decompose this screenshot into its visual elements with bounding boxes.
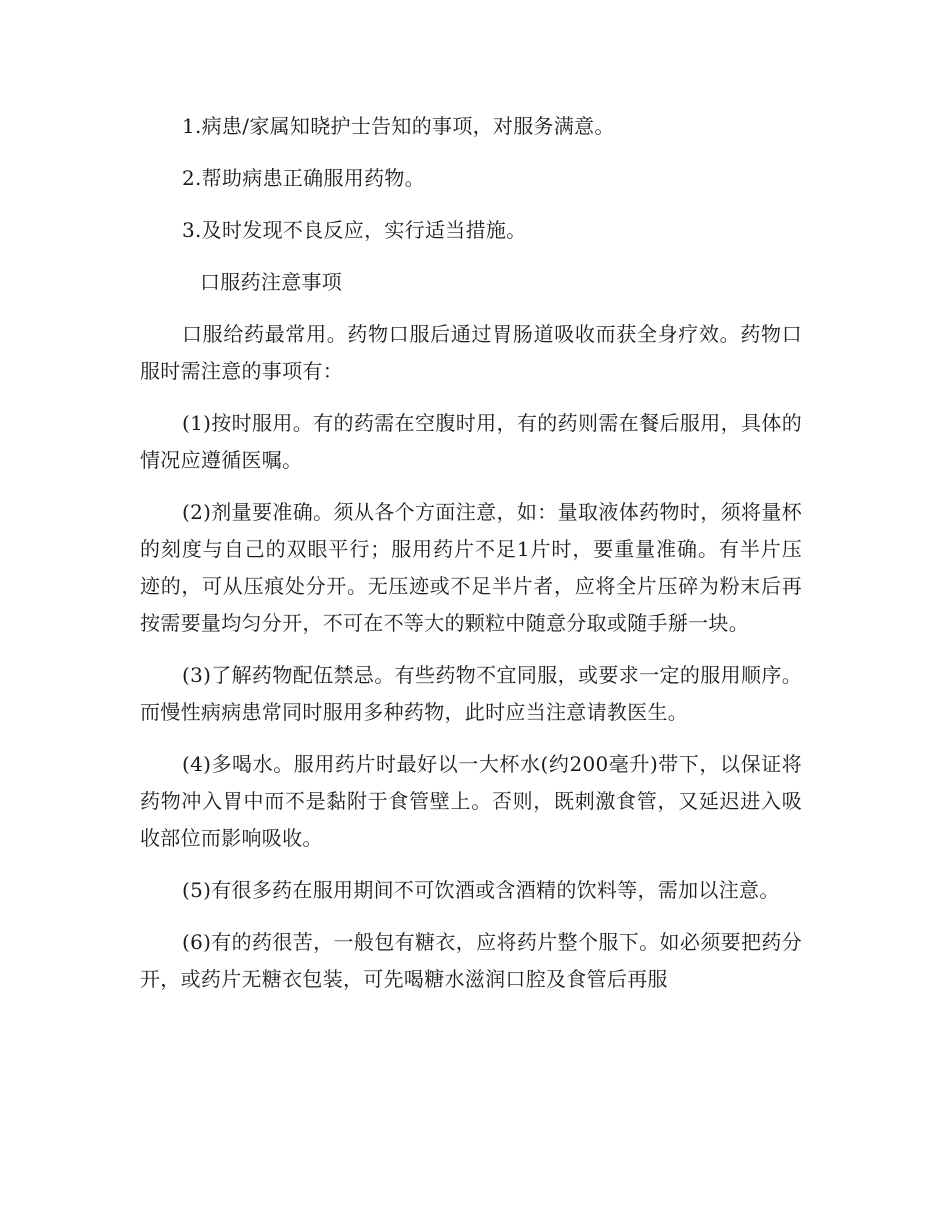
- outcome-item-1: 1.病患/家属知晓护士告知的事项，对服务满意。: [182, 114, 615, 138]
- outcome-item-2: 2.帮助病患正确服用药物。: [182, 166, 425, 190]
- note-item-3: (3)了解药物配伍禁忌。有些药物不宜同服，或要求一定的服用顺序。而慢性病病患常同时服用多种药物，此时应当注意请教医生。: [140, 663, 802, 724]
- note-item-5: (5)有很多药在服用期间不可饮酒或含酒精的饮料等，需加以注意。: [182, 878, 780, 902]
- intro-paragraph: 口服给药最常用。药物口服后通过胃肠道吸收而获全身疗效。药物口服时需注意的事项有：: [140, 322, 802, 383]
- note-item-4: (4)多喝水。服用药片时最好以一大杯水(约200毫升)带下，以保证将药物冲入胃中而不是黏附于食管壁上。否则，既刺激食管，又延迟进入吸收部位而影响吸收。: [140, 752, 802, 850]
- section-heading: 口服药注意事项: [200, 270, 343, 294]
- note-item-2: (2)剂量要准确。须从各个方面注意，如：量取液体药物时，须将量杯的刻度与自己的双眼平行；服用药片不足1片时，要重量准确。有半片压迹的，可从压痕处分开。无压迹或不足半片者，应将全片压碎为粉末后再按需要量均匀分开，不可在不等大的颗粒中随意分取或随手掰一块。: [140, 500, 802, 635]
- document-body: [140, 108, 802, 1013]
- note-item-6: (6)有的药很苦，一般包有糖衣，应将药片整个服下。如必须要把药分开，或药片无糖衣包装，可先喝糖水滋润口腔及食管后再服: [140, 930, 802, 991]
- outcome-item-3: 3.及时发现不良反应，实行适当措施。: [182, 218, 527, 242]
- note-item-1: (1)按时服用。有的药需在空腹时用，有的药则需在餐后服用，具体的情况应遵循医嘱。: [140, 411, 802, 472]
